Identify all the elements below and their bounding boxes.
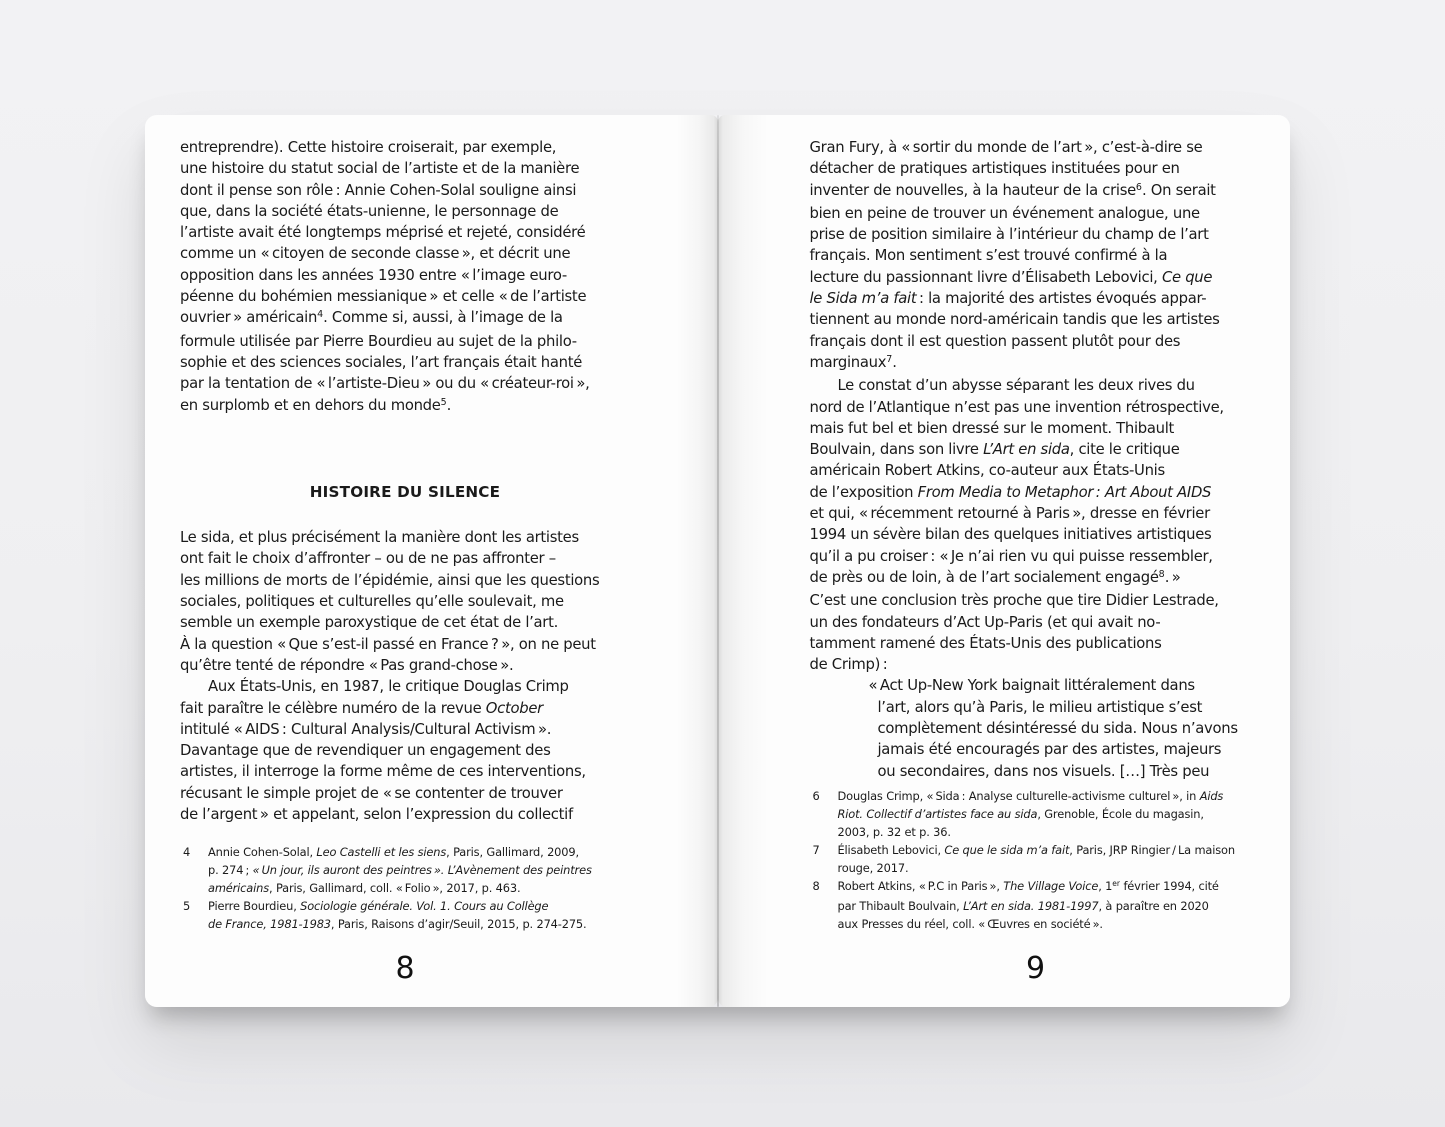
text-line: de l’exposition From Media to Metaphor : Art About AIDS xyxy=(809,483,1212,501)
text-line: péenne du bohémien messianique » et celle « de l’artiste xyxy=(180,288,587,306)
text-line: qu’il a pu croiser : « Je n’ai rien vu qui puisse ressembler, xyxy=(809,547,1213,565)
text-line: prise de position similaire à l’intérieur du champ de l’art xyxy=(809,226,1209,244)
footnote xyxy=(180,843,630,897)
heading: HISTOIRE DU SILENCE xyxy=(309,482,501,501)
text-line: français dont il est question passent plutôt pour des xyxy=(809,332,1181,350)
page-number-right: 9 xyxy=(1025,951,1046,986)
text-line: ou secondaires, dans nos visuels. […] Très peu xyxy=(877,762,1210,780)
text-line: C’est une conclusion très proche que tire Didier Lestrade, xyxy=(809,592,1219,610)
text-line: aux Presses du réel, coll. « Œuvres en société ». xyxy=(837,917,1103,931)
page-left xyxy=(145,115,718,1007)
text-line: en surplomb et en dehors du monde$^5$. xyxy=(180,396,452,414)
text-line: Le sida, et plus précisément la manière dont les artistes xyxy=(180,529,579,547)
footnote-number: 4 xyxy=(183,845,191,859)
para xyxy=(180,676,630,825)
text-line: lecture du passionnant livre d’Élisabeth Lebovici, Ce que xyxy=(809,268,1213,286)
text-line: Élisabeth Lebovici, Ce que le sida m’a fait, Paris, JRP Ringier / La maison xyxy=(837,843,1235,857)
text-line: jamais été encouragés par des artistes, majeurs xyxy=(877,741,1222,759)
text-line: 2003, p. 32 et p. 36. xyxy=(837,825,951,839)
text-line: mais fut bel et bien dressé sur le moment. Thibault xyxy=(809,419,1175,437)
text-line: et qui, « récemment retourné à Paris », dresse en février xyxy=(809,505,1210,523)
para xyxy=(810,375,1262,675)
text-line: tiennent au monde nord-américain tandis que les artistes xyxy=(809,311,1220,329)
footnote-text xyxy=(838,787,1262,841)
text-line: À la question « Que s’est-il passé en France ? », on ne peut xyxy=(180,635,596,653)
page-left-footnotes xyxy=(180,843,630,933)
text-line: Boulvain, dans son livre L’Art en sida, cite le critique xyxy=(809,441,1180,459)
text-line: formule utilisée par Pierre Bourdieu au sujet de la philo- xyxy=(180,332,577,350)
page-left-text xyxy=(180,137,630,825)
page-right-text xyxy=(810,137,1262,782)
para xyxy=(180,137,630,418)
text-line: opposition dans les années 1930 entre « l’image euro- xyxy=(180,266,567,284)
page-right-footnotes xyxy=(810,787,1262,933)
text-line: bien en peine de trouver un événement analogue, une xyxy=(809,204,1200,222)
text-line: sociales, politiques et culturelles qu’elle soulevait, me xyxy=(180,593,564,611)
text-line: Gran Fury, à « sortir du monde de l’art », c’est-à-dire se xyxy=(809,139,1203,156)
text-line: fait paraître le célèbre numéro de la revue October xyxy=(180,699,543,717)
text-line: de l’argent » et appelant, selon l’expression du collectif xyxy=(180,806,573,824)
text-line: de Crimp) : xyxy=(809,656,888,674)
text-line: par Thibault Boulvain, L’Art en sida. 1981-1997, à paraître en 2020 xyxy=(837,899,1209,913)
text-line: les millions de morts de l’épidémie, ainsi que les questions xyxy=(180,571,600,589)
text-line: français. Mon sentiment s’est trouvé confirmé à la xyxy=(809,247,1168,265)
text-line: tamment ramené des États-Unis des publications xyxy=(809,634,1162,652)
footnote xyxy=(180,897,630,933)
text-line: l’artiste avait été longtemps méprisé et rejeté, considéré xyxy=(180,224,586,242)
text-line: intitulé « AIDS : Cultural Analysis/Cultural Activism ». xyxy=(180,720,552,738)
text-line: Pierre Bourdieu, Sociologie générale. Vol. 1. Cours au Collège xyxy=(208,899,549,913)
page-number-left: 8 xyxy=(395,951,415,986)
text-line: artistes, il interroge la forme même de ces interventions, xyxy=(180,763,586,781)
footnote-number: 8 xyxy=(812,879,820,893)
text-line: de près ou de loin, à de l’art socialement engagé$^8$. » xyxy=(809,568,1181,586)
footnote-number: 5 xyxy=(183,899,191,913)
text-line: rouge, 2017. xyxy=(837,861,909,875)
footnote-text xyxy=(838,877,1262,933)
text-line: américains, Paris, Gallimard, coll. « Folio », 2017, p. 463. xyxy=(208,881,521,895)
text-line: qu’être tenté de répondre « Pas grand-chose ». xyxy=(180,656,514,674)
footnote-text xyxy=(838,841,1262,877)
text-line: Le constat d’un abysse séparant les deux rives du xyxy=(837,377,1195,395)
text-line: l’art, alors qu’à Paris, le milieu artistique s’est xyxy=(877,698,1203,716)
para xyxy=(810,137,1262,375)
text-line: Aux États-Unis, en 1987, le critique Douglas Crimp xyxy=(208,678,569,696)
text-line: p. 274 ; « Un jour, ils auront des peintres ». L’Avènement des peintres xyxy=(208,863,592,877)
text-line: Riot. Collectif d’artistes face au sida, Grenoble, École du magasin, xyxy=(837,807,1204,821)
text-line: dont il pense son rôle : Annie Cohen-Solal souligne ainsi xyxy=(180,181,577,199)
text-line: une histoire du statut social de l’artiste et de la manière xyxy=(180,160,580,178)
text-line: comme un « citoyen de seconde classe », et décrit une xyxy=(180,245,571,263)
text-line: nord de l’Atlantique n’est pas une invention rétrospective, xyxy=(809,398,1224,416)
footnote-number: 6 xyxy=(812,789,820,803)
text-line: un des fondateurs d’Act Up-Paris (et qui avait no- xyxy=(809,613,1161,631)
text-line: 1994 un sévère bilan des quelques initiatives artistiques xyxy=(809,526,1212,544)
text-line: américain Robert Atkins, co-auteur aux États-Unis xyxy=(809,462,1165,480)
text-line: Robert Atkins, « P.C in Paris », The Village Voice, 1er février 1994, cité xyxy=(837,879,1219,893)
quote xyxy=(810,675,1262,781)
footnote-text xyxy=(208,843,630,897)
footnote-number: 7 xyxy=(812,843,820,857)
text-line: inventer de nouvelles, à la hauteur de la crise$^6$. On serait xyxy=(809,181,1216,199)
footnote xyxy=(810,841,1262,877)
text-line: semble un exemple paroxystique de cet état de l’art. xyxy=(180,614,558,632)
open-book xyxy=(145,115,1290,1007)
text-line: entreprendre). Cette histoire croiserait, par exemple, xyxy=(180,139,557,156)
text-line: détacher de pratiques artistiques instituées pour en xyxy=(809,160,1180,178)
text-line: le Sida m’a fait : la majorité des artistes évoqués appar- xyxy=(809,290,1207,308)
footnote-text xyxy=(208,897,630,933)
spine-shadow-right xyxy=(718,115,768,1007)
text-line: récusant le simple projet de « se contenter de trouver xyxy=(180,784,563,802)
text-line: « Act Up-New York baignait littéralement dans xyxy=(868,677,1195,695)
text-line: Annie Cohen-Solal, Leo Castelli et les siens, Paris, Gallimard, 2009, xyxy=(208,845,579,859)
text-line: complètement désintéressé du sida. Nous n’avons xyxy=(877,720,1238,738)
text-line: sophie et des sciences sociales, l’art français était hanté xyxy=(180,353,583,371)
text-line: ont fait le choix d’affronter – ou de ne pas affronter – xyxy=(180,550,556,568)
text-line: Davantage que de revendiquer un engagement des xyxy=(180,742,551,760)
text-line: de France, 1981-1983, Paris, Raisons d’agir/Seuil, 2015, p. 274-275. xyxy=(208,917,587,931)
footnote xyxy=(810,787,1262,841)
page-right xyxy=(718,115,1291,1007)
text-line: ouvrier » américain$^4$. Comme si, aussi, à l’image de la xyxy=(180,309,563,327)
text-line: par la tentation de « l’artiste-Dieu » ou du « créateur-roi », xyxy=(180,375,590,393)
text-line: que, dans la société états-unienne, le personnage de xyxy=(180,202,559,220)
text-line: Douglas Crimp, « Sida : Analyse culturelle-activisme culturel », in Aids xyxy=(837,789,1224,803)
footnote xyxy=(810,877,1262,933)
text-line: marginaux$^7$. xyxy=(809,353,897,371)
para xyxy=(180,527,630,676)
spine-shadow-left xyxy=(676,115,718,1007)
